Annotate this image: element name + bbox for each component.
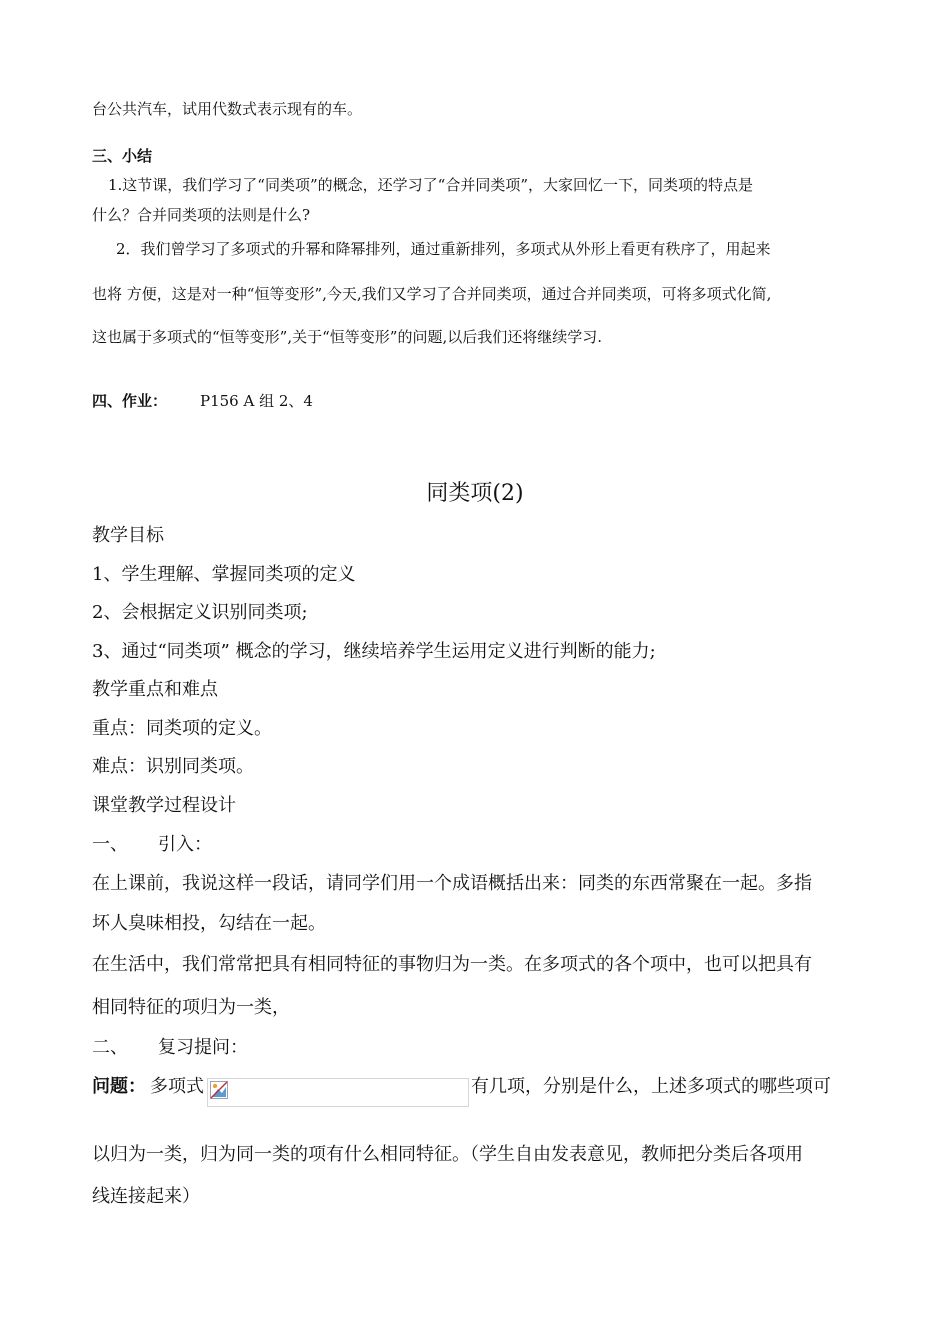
section-1-number: 一、: [92, 834, 128, 855]
focus-difficult-point: 难点：识别同类项。: [92, 756, 254, 777]
question-line2: 以归为一类，归为同一类的项有什么相同特征。（学生自由发表意见，教师把分类后各项用: [92, 1144, 803, 1165]
summary-p2-line1: 2．我们曾学习了多项式的升幂和降幂排列，通过重新排列，多项式从外形上看更有秩序了，用起来: [116, 240, 771, 258]
lesson-title: 同类项(2): [426, 481, 524, 506]
formula-image-placeholder: [207, 1078, 469, 1107]
focus-key-point: 重点：同类项的定义。: [92, 718, 272, 739]
summary-heading: 三、小结: [92, 147, 153, 165]
goal-3: 3、通过“同类项” 概念的学习，继续培养学生运用定义进行判断的能力;: [92, 641, 656, 662]
summary-p2-line2: 也将 方便，这是对一种“恒等变形”,今天,我们又学习了合并同类项，通过合并同类项，可将多项式化简,: [92, 285, 772, 303]
section-1-title: 引入：: [158, 834, 212, 855]
goal-2: 2、会根据定义识别同类项;: [92, 602, 308, 623]
section-2-title: 复习提问：: [158, 1037, 248, 1058]
homework-content: P156 A 组 2、4: [200, 392, 313, 410]
question-post: 有几项，分别是什么，上述多项式的哪些项可: [471, 1076, 831, 1097]
summary-p2-line3: 这也属于多项式的“恒等变形”,关于“恒等变形”的问题,以后我们还将继续学习.: [92, 328, 602, 346]
focus-heading: 教学重点和难点: [92, 679, 218, 700]
continued-text-line: 台公共汽车，试用代数式表示现有的车。: [92, 100, 363, 118]
section-1-p1-line1: 在上课前，我说这样一段话，请同学们用一个成语概括出来：同类的东西常聚在一起。多指: [92, 873, 812, 894]
summary-p1-line1: 1.这节课，我们学习了“同类项”的概念，还学习了“合并同类项”，大家回忆一下，同类项的特点是: [108, 176, 753, 194]
question-label: 问题：: [92, 1076, 146, 1097]
summary-p1-line2: 什么？合并同类项的法则是什么?: [92, 206, 311, 224]
goal-1: 1、学生理解、掌握同类项的定义: [92, 564, 356, 585]
homework-label: 四、作业：: [92, 392, 168, 410]
section-1-p2-line1: 在生活中，我们常常把具有相同特征的事物归为一类。在多项式的各个项中，也可以把具有: [92, 954, 812, 975]
question-pre: 多项式: [150, 1076, 204, 1097]
question-line3: 线连接起来）: [92, 1186, 200, 1207]
section-2-number: 二、: [92, 1037, 128, 1058]
goals-heading: 教学目标: [92, 525, 164, 546]
section-1-p1-line2: 坏人臭味相投，勾结在一起。: [92, 913, 326, 934]
process-heading: 课堂教学过程设计: [92, 795, 236, 816]
broken-image-icon: [210, 1081, 228, 1099]
section-1-p2-line2: 相同特征的项归为一类，: [92, 997, 290, 1018]
